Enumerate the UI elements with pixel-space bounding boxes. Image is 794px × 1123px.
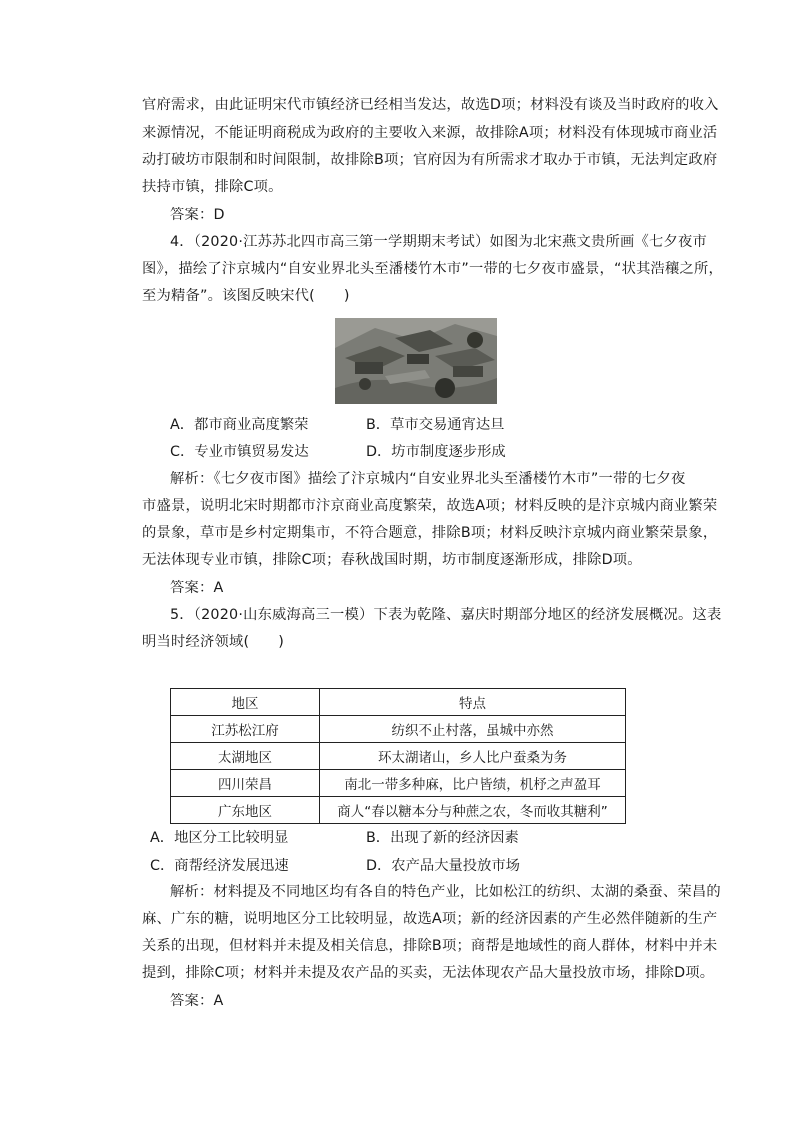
table-cell-feature: 环太湖诸山，乡人比户蚕桑为务 <box>320 743 626 770</box>
q4-stem-line: 4．（2020·江苏苏北四市高三第一学期期末考试）如图为北宋燕文贵所画《七夕夜市 <box>170 234 707 250</box>
qixi-night-market-painting <box>335 318 497 404</box>
q5-stem-line: 5．（2020·山东威海高三一模）下表为乾隆、嘉庆时期部分地区的经济发展概况。这表 <box>170 607 722 623</box>
table-row <box>171 797 626 824</box>
q4-option-d: D．坊市制度逐步形成 <box>366 444 506 460</box>
q4-analysis-line: 市盛景，说明北宋时期都市汴京商业高度繁荣，故选A项；材料反映的是汴京城内商业繁荣 <box>142 498 718 514</box>
q5-analysis-line: 麻、广东的糖，说明地区分工比较明显，故选A项；新的经济因素的产生必然伴随新的生产 <box>142 911 718 927</box>
table-header-region: 地区 <box>171 689 320 716</box>
q5-option-a: A．地区分工比较明显 <box>150 830 289 846</box>
table-row <box>171 716 626 743</box>
q4-analysis-line: 解析：《七夕夜市图》描绘了汴京城内“自安业界北头至潘楼竹木市”一带的七夕夜 <box>170 471 686 487</box>
table-header-feature: 特点 <box>320 689 626 716</box>
table-cell-feature: 南北一带多种麻，比户皆绩，机杼之声盈耳 <box>320 770 626 797</box>
table-cell-region: 江苏松江府 <box>171 716 320 743</box>
q5-option-b: B．出现了新的经济因素 <box>366 830 519 846</box>
table-cell-feature: 商人“春以糖本分与种蔗之农，冬而收其糖利” <box>320 797 626 824</box>
q3-text-line: 扶持市镇，排除C项。 <box>142 179 283 195</box>
q5-option-c: C．商帮经济发展迅速 <box>150 858 289 874</box>
q4-option-b: B．草市交易通宵达旦 <box>366 417 505 433</box>
q5-stem-line: 明当时经济领域( ) <box>142 634 285 650</box>
table-row <box>171 770 626 797</box>
table-cell-region: 广东地区 <box>171 797 320 824</box>
q3-text-line: 官府需求，由此证明宋代市镇经济已经相当发达，故选D项；材料没有谈及当时政府的收入 <box>142 97 719 113</box>
q3-text-line: 动打破坊市限制和时间限制，故排除B项；官府因为有所需求才取办于市镇，无法判定政府 <box>142 152 718 168</box>
q4-answer: 答案：A <box>170 580 224 596</box>
q4-option-c: C．专业市镇贸易发达 <box>170 444 309 460</box>
q4-stem-line: 图》，描绘了汴京城内“自安业界北头至潘楼竹木市”一带的七夕夜市盛景，“状其浩穰之所， <box>142 261 724 277</box>
q4-stem-line: 至为精备”。该图反映宋代( ) <box>142 288 350 304</box>
q5-analysis-line: 提到，排除C项；材料并未提及农产品的买卖，无法体现农产品大量投放市场，排除D项。 <box>142 965 715 981</box>
q5-answer: 答案：A <box>170 993 224 1009</box>
table-cell-region: 太湖地区 <box>171 743 320 770</box>
q3-text-line: 来源情况，不能证明商税成为政府的主要收入来源，故排除A项；材料没有体现城市商业活 <box>142 125 718 141</box>
table-cell-region: 四川荣昌 <box>171 770 320 797</box>
q5-option-d: D．农产品大量投放市场 <box>366 858 520 874</box>
q5-analysis-line: 解析：材料提及不同地区均有各自的特色产业，比如松江的纺织、太湖的桑蚕、荣昌的 <box>170 884 721 900</box>
table-row <box>171 743 626 770</box>
q4-analysis-line: 的景象，草市是乡村定期集市，不符合题意，排除B项；材料反映汴京城内商业繁荣景象， <box>142 525 718 541</box>
q4-analysis-line: 无法体现专业市镇，排除C项；春秋战国时期，坊市制度逐渐形成，排除D项。 <box>142 552 642 568</box>
q3-answer: 答案：D <box>170 207 225 223</box>
economy-table <box>170 688 626 824</box>
q5-analysis-line: 关系的出现，但材料并未提及相关信息，排除B项；商帮是地域性的商人群体，材料中并未 <box>142 938 718 954</box>
table-cell-feature: 纺织不止村落，虽城中亦然 <box>320 716 626 743</box>
table-header-row <box>171 689 626 716</box>
q4-option-a: A．都市商业高度繁荣 <box>170 417 309 433</box>
